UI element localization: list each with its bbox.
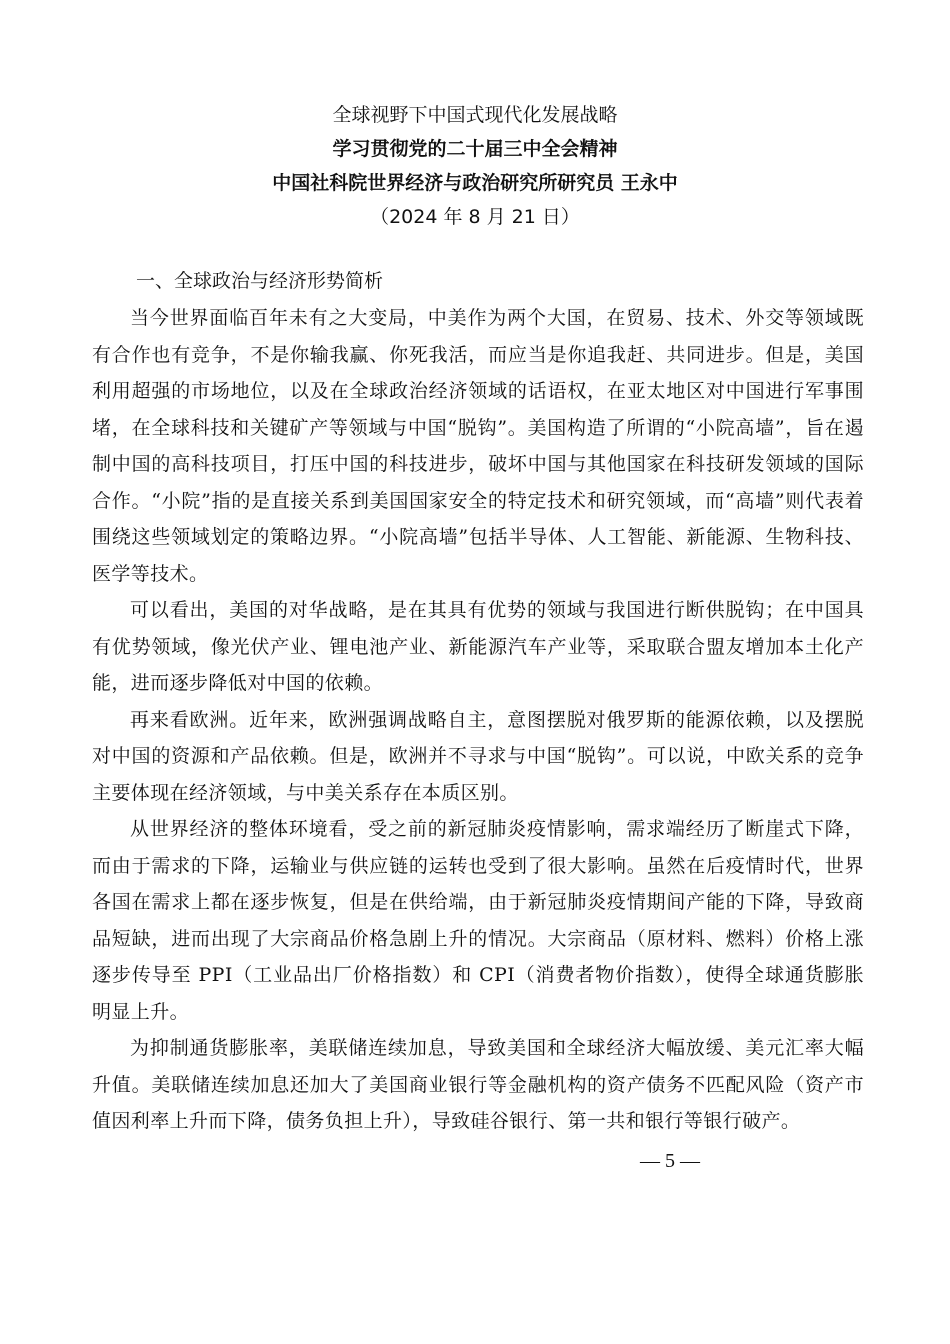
body-text — [92, 300, 864, 1140]
paragraph: 再来看欧洲。近年来，欧洲强调战略自主，意图摆脱对俄罗斯的能源依赖，以及摆脱对中国的资源和产品依赖。但是，欧洲并不寻求与中国“脱钩”。可以说，中欧关系的竞争主要体现在经济领域，与中美关系存在本质区别。 — [92, 708, 864, 804]
page-number: — 5 — — [640, 1150, 700, 1172]
paragraph: 从世界经济的整体环境看，受之前的新冠肺炎疫情影响，需求端经历了断崖式下降，而由于需求的下降，运输业与供应链的运转也受到了很大影响。虽然在后疫情时代，世界各国在需求上都在逐步恢复，但是在供给端，由于新冠肺炎疫情期间产能的下降，导致商品短缺，进而出现了大宗商品价格急剧上升的情况。大宗商品（原材料、燃料）价格上涨逐步传导至 PPI（工业品出厂价格指数）和 CPI（消费者物价指数），使得全球通货膨胀明显上升。 — [92, 818, 864, 1023]
title-block — [0, 98, 950, 234]
paragraph: 当今世界面临百年未有之大变局，中美作为两个大国，在贸易、技术、外交等领域既有合作也有竞争，不是你输我赢、你死我活，而应当是你追我赶、共同进步。但是，美国利用超强的市场地位，以及在全球政治经济领域的话语权，在亚太地区对中国进行军事围堵，在全球科技和关键矿产等领域与中国“脱钩”。美国构造了所谓的“小院高墙”，旨在遏制中国的高科技项目，打压中国的科技进步，破坏中国与其他国家在科技研发领域的国际合作。“小院”指的是直接关系到美国国家安全的特定技术和研究领域，而“高墙”则代表着围绕这些领域划定的策略边界。“小院高墙”包括半导体、人工智能、新能源、生物科技、医学等技术。 — [92, 307, 864, 585]
date-line: （2024 年 8 月 21 日） — [370, 206, 580, 228]
section-heading: 一、全球政治与经济形势简析 — [136, 270, 384, 292]
paragraph: 为抑制通货膨胀率，美联储连续加息，导致美国和全球经济大幅放缓、美元汇率大幅升值。美联储连续加息还加大了美国商业银行等金融机构的资产债务不匹配风险（资产市值因利率上升而下降，债务负担上升），导致硅谷银行、第一共和银行等银行破产。 — [92, 1037, 864, 1132]
paragraph: 可以看出，美国的对华战略，是在其具有优势的领域与我国进行断供脱钩；在中国具有优势领域，像光伏产业、锂电池产业、新能源汽车产业等，采取联合盟友增加本土化产能，进而逐步降低对中国的依赖。 — [92, 599, 864, 694]
document-title: 全球视野下中国式现代化发展战略 — [332, 104, 618, 126]
document-subtitle: 学习贯彻党的二十届三中全会精神 — [332, 138, 618, 160]
author-line: 中国社科院世界经济与政治研究所研究员 王永中 — [272, 172, 678, 194]
